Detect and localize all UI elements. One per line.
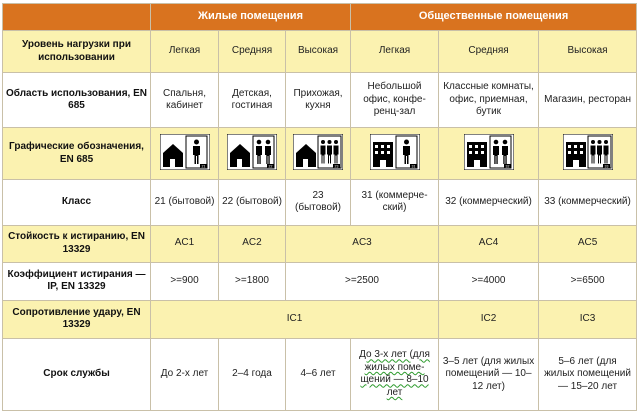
house-one-person-icon: [160, 134, 210, 170]
cell-abrasion-ac1: AC1: [151, 225, 219, 262]
cell-class-6: 33 (коммерческий): [539, 180, 637, 225]
cell-impact-ic3: IC3: [539, 300, 637, 338]
cell-abrasion-ac2: AC2: [219, 225, 286, 262]
cell-area-4: Небольшой офис, конференц-зал: [351, 73, 439, 128]
cell-ip-4: >=4000: [439, 262, 539, 300]
icon-number: 31: [411, 163, 415, 168]
cell-ip-1: >=900: [151, 262, 219, 300]
cell-area-3: Прихожая, кухня: [286, 73, 351, 128]
cell-load-3: Высокая: [286, 31, 351, 73]
row-label-abrasion: Стойкость к истиранию, EN 13329: [3, 225, 151, 262]
cell-load-1: Легкая: [151, 31, 219, 73]
cell-class-1: 21 (бытовой): [151, 180, 219, 225]
cell-ip-5: >=6500: [539, 262, 637, 300]
icon-number: 32: [505, 163, 509, 168]
cell-life-6: 5–6 лет (для жилых помещений — 15–20 лет: [539, 338, 637, 410]
house-two-persons-icon: [227, 134, 277, 170]
cell-load-5: Средняя: [439, 31, 539, 73]
cell-area-6: Магазин, ресторан: [539, 73, 637, 128]
cell-ip-2: >=1800: [219, 262, 286, 300]
cell-life-3: 4–6 лет: [286, 338, 351, 410]
cell-load-6: Высокая: [539, 31, 637, 73]
cell-impact-ic1: IC1: [151, 300, 439, 338]
cell-load-2: Средняя: [219, 31, 286, 73]
row-graphic-symbols: [3, 128, 637, 180]
row-label-life: Срок службы: [3, 338, 151, 410]
cell-area-5: Классные комнаты, офис, приемная, бутик: [439, 73, 539, 128]
cell-class-2: 22 (бытовой): [219, 180, 286, 225]
office-three-persons-icon: [563, 134, 613, 170]
row-service-life: [3, 338, 637, 410]
icon-number: 22: [268, 163, 273, 168]
cell-life-5: 3–5 лет (для жилых помещений — 10–12 лет): [439, 338, 539, 410]
cell-area-1: Спальня, кабинет: [151, 73, 219, 128]
cell-impact-ic2: IC2: [439, 300, 539, 338]
header-residential: Жилые помещения: [151, 4, 351, 31]
cell-area-2: Детская, гостиная: [219, 73, 286, 128]
cell-life-4: До 3-х лет (для жилых помещений — 8–10 лет: [351, 338, 439, 410]
cell-ip-3: >=2500: [286, 262, 439, 300]
icon-number: 23: [334, 163, 339, 168]
row-ip-coefficient: [3, 262, 637, 300]
cell-abrasion-ac3: AC3: [286, 225, 439, 262]
flooring-specification-table: [2, 3, 637, 411]
header-corner: [3, 4, 151, 31]
row-impact-resistance: [3, 300, 637, 338]
row-class: [3, 180, 637, 225]
row-label-impact: Сопротивление удару, EN 13329: [3, 300, 151, 338]
icon-number: 33: [604, 163, 608, 168]
row-label-class: Класс: [3, 180, 151, 225]
office-one-person-icon: [370, 134, 420, 170]
cell-abrasion-ac4: AC4: [439, 225, 539, 262]
cell-class-5: 32 (коммерческий): [439, 180, 539, 225]
row-abrasion-resistance: [3, 225, 637, 262]
cell-load-4: Легкая: [351, 31, 439, 73]
header-public: Общественные помещения: [351, 4, 637, 31]
row-area-of-use: [3, 73, 637, 128]
cell-life-2: 2–4 года: [219, 338, 286, 410]
cell-class-3: 23 (бытовой): [286, 180, 351, 225]
row-label-load: Уровень нагрузки при использовании: [3, 31, 151, 73]
row-load-level: [3, 31, 637, 73]
row-label-area: Область использования, EN 685: [3, 73, 151, 128]
cell-abrasion-ac5: AC5: [539, 225, 637, 262]
cell-life-1: До 2-х лет: [151, 338, 219, 410]
row-label-symbols: Графические обозначения, EN 685: [3, 128, 151, 180]
house-three-persons-icon: [293, 134, 343, 170]
row-label-ip: Коэффициент истирания — IP, EN 13329: [3, 262, 151, 300]
cell-class-4: 31 (коммерческий): [351, 180, 439, 225]
icon-number: 21: [201, 163, 205, 168]
office-two-persons-icon: [464, 134, 514, 170]
